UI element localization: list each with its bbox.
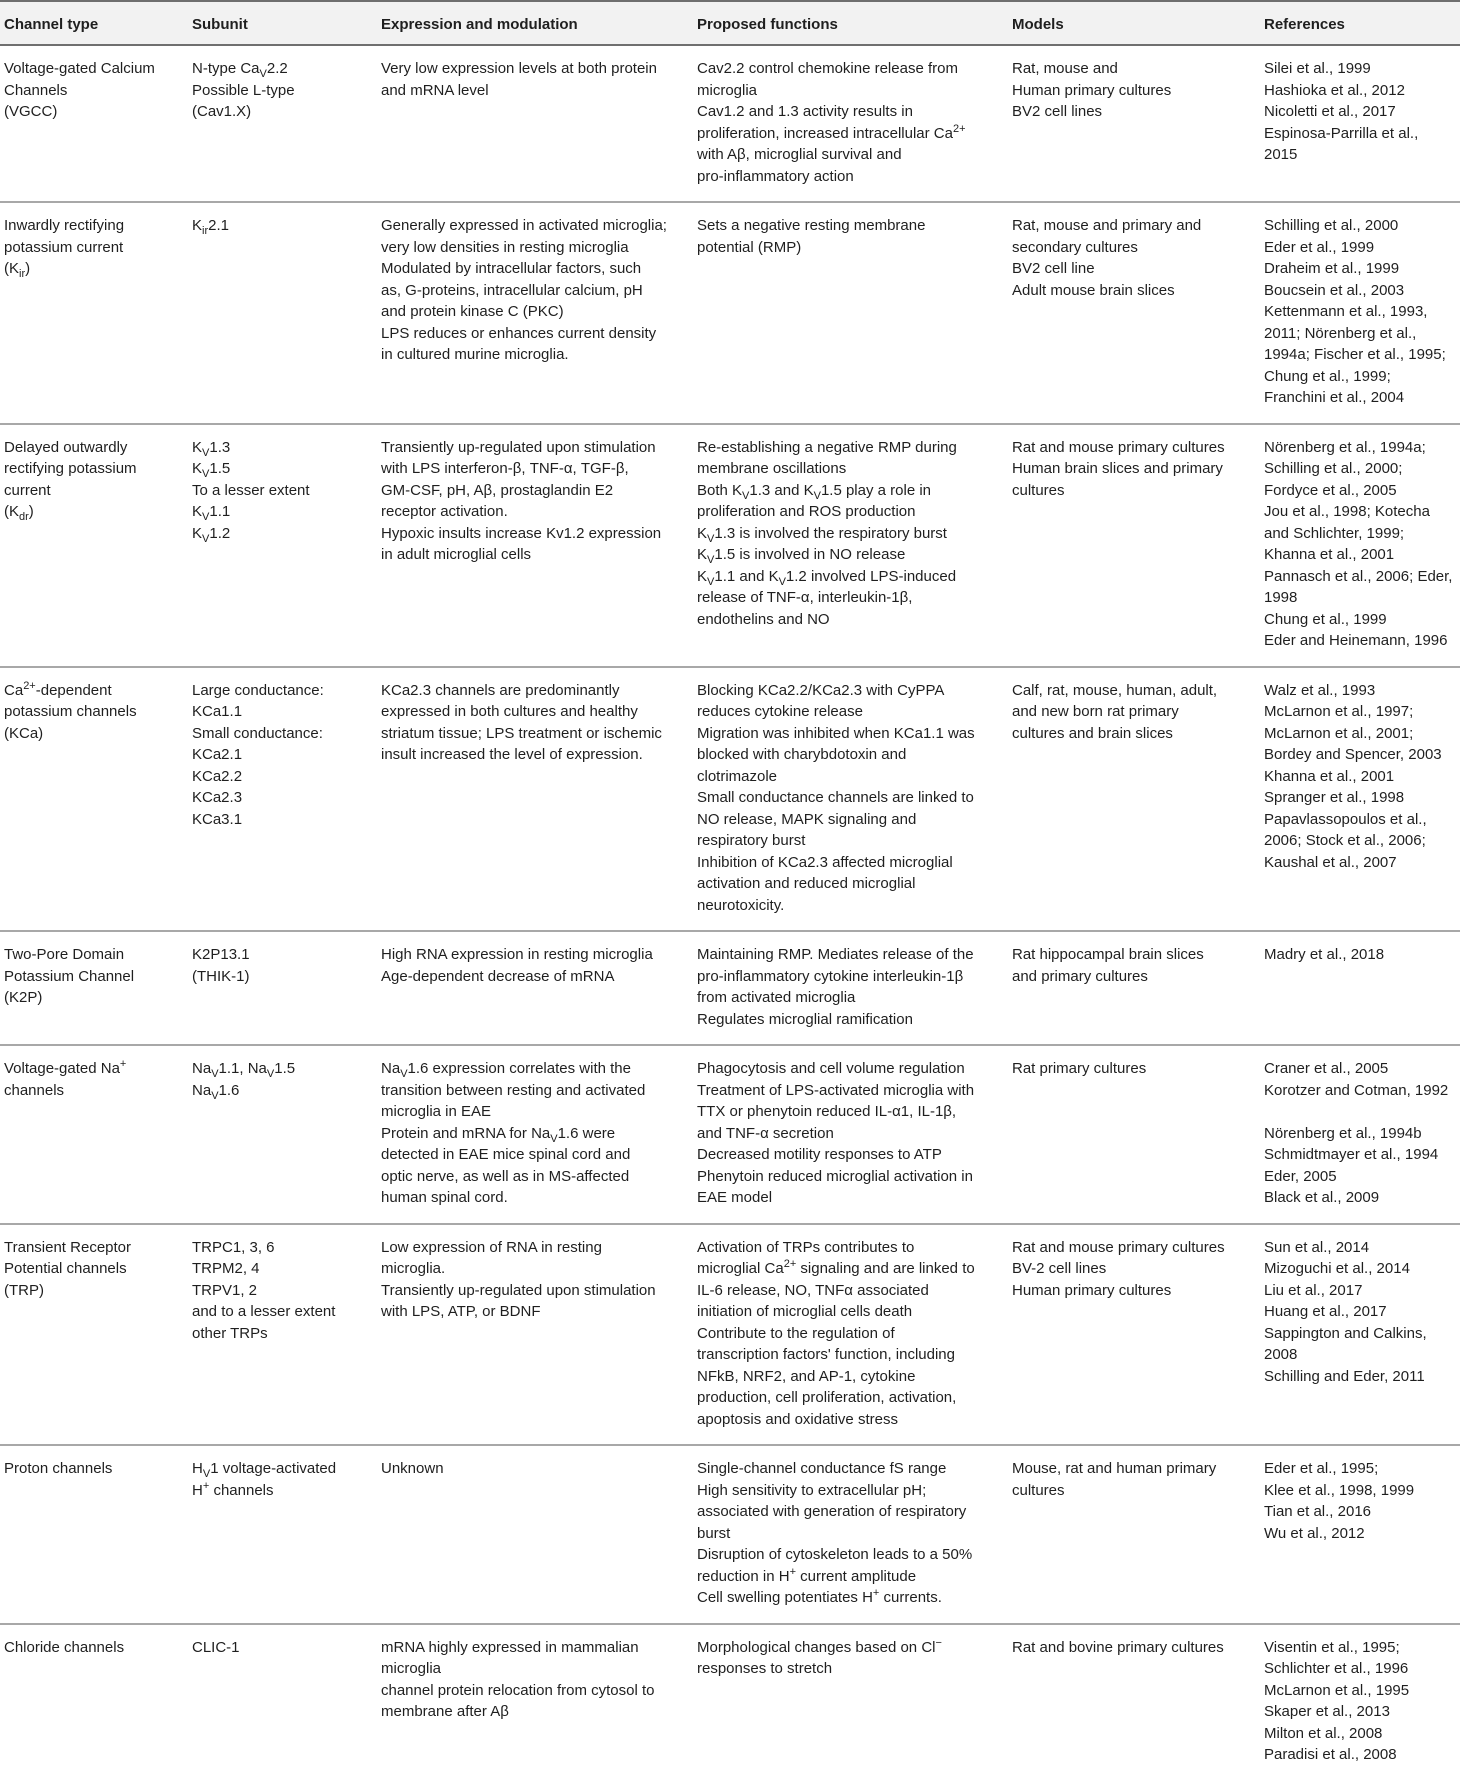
cell-line: (KCa) bbox=[4, 724, 44, 742]
cell-line: current bbox=[4, 481, 51, 499]
cell-line: with LPS, ATP, or BDNF bbox=[381, 1303, 541, 1320]
cell-line: High sensitivity to extracellular pH; bbox=[697, 1481, 927, 1499]
cell-line: and Schlichter, 1999; bbox=[1264, 524, 1405, 542]
cell-line: Cav2.2 control chemokine release from bbox=[697, 60, 958, 77]
cell-channel-type bbox=[0, 424, 188, 667]
cell-line: Calf, rat, mouse, human, adult, bbox=[1012, 681, 1218, 699]
cell-line: Nörenberg et al., 1994a; bbox=[1264, 438, 1426, 456]
cell-line: Voltage-gated Na+ bbox=[4, 1058, 127, 1077]
cell-line: Re-establishing a negative RMP during bbox=[697, 438, 957, 456]
cell-line: Silei et al., 1999 bbox=[1264, 60, 1371, 77]
cell-line: activation and reduced microglial bbox=[697, 875, 916, 892]
cell-expression bbox=[377, 931, 693, 1045]
cell-models bbox=[1008, 1624, 1260, 1780]
cell-line: Unknown bbox=[381, 1460, 444, 1477]
cell-line: Franchini et al., 2004 bbox=[1264, 389, 1405, 406]
cell-line: Chung et al., 1999; bbox=[1264, 367, 1391, 385]
cell-line: Transiently up-regulated upon stimulation bbox=[381, 438, 656, 456]
cell-line: potassium channels bbox=[4, 703, 137, 720]
cell-line: KCa3.1 bbox=[192, 810, 243, 828]
cell-line: proliferation and ROS production bbox=[697, 503, 916, 520]
cell-line: Nörenberg et al., 1994b bbox=[1264, 1124, 1422, 1142]
cell-line: Possible L-type bbox=[192, 81, 295, 99]
cell-line: Maintaining RMP. Mediates release of the bbox=[697, 946, 974, 963]
cell-line: potassium current bbox=[4, 238, 124, 256]
cell-line: $K_V1.1$ and $K_V1.2$ involved LPS-induced bbox=[697, 567, 957, 588]
cell-expression bbox=[377, 1045, 693, 1224]
cell-line: NFkB, NRF2, and AP-1, cytokine bbox=[697, 1367, 916, 1385]
cell-line: GM-CSF, pH, Aβ, prostaglandin E2 bbox=[381, 481, 614, 499]
cell-line: Khanna et al., 2001 bbox=[1264, 546, 1395, 563]
cell-line: Madry et al., 2018 bbox=[1264, 946, 1385, 963]
cell-models bbox=[1008, 667, 1260, 932]
cell-line: KCa2.3 bbox=[192, 789, 243, 806]
header-models: Models bbox=[1008, 1, 1260, 45]
cell-line: pro-inflammatory action bbox=[697, 167, 854, 185]
cell-line: Rat and mouse primary cultures bbox=[1012, 438, 1225, 456]
cell-line: Generally expressed in activated microglia; bbox=[381, 217, 667, 234]
cell-expression bbox=[377, 1445, 693, 1624]
cell-line: in adult microglial cells bbox=[381, 546, 532, 563]
cell-line: and primary cultures bbox=[1012, 967, 1148, 985]
cell-line: Draheim et al., 1999 bbox=[1264, 260, 1400, 277]
cell-line: H+ channels bbox=[192, 1479, 274, 1499]
cell-line: KCa1.1 bbox=[192, 703, 243, 720]
cell-line: Huang et al., 2017 bbox=[1264, 1303, 1387, 1320]
cell-line: Eder and Heinemann, 1996 bbox=[1264, 632, 1448, 649]
cell-line: Bordey and Spencer, 2003 bbox=[1264, 746, 1442, 763]
cell-line: Walz et al., 1993 bbox=[1264, 681, 1376, 699]
cell-line: with Aβ, microglial survival and bbox=[697, 146, 902, 163]
cell-line: Schlichter et al., 1996 bbox=[1264, 1660, 1409, 1677]
cell-line: TRPM2, 4 bbox=[192, 1260, 260, 1277]
cell-line: secondary cultures bbox=[1012, 238, 1138, 256]
cell-models bbox=[1008, 1224, 1260, 1446]
cell-line: Fordyce et al., 2005 bbox=[1264, 481, 1397, 499]
cell-line: Rat, mouse and primary and bbox=[1012, 217, 1202, 234]
cell-line: transition between resting and activated bbox=[381, 1081, 646, 1099]
cell-line: cultures and brain slices bbox=[1012, 724, 1173, 742]
cell-line: neurotoxicity. bbox=[697, 896, 785, 914]
cell-functions bbox=[693, 202, 1008, 424]
cell-models bbox=[1008, 45, 1260, 202]
cell-line: Cell swelling potentiates H+ currents. bbox=[697, 1587, 942, 1606]
cell-line: Decreased motility responses to ATP bbox=[697, 1146, 942, 1163]
cell-line: (VGCC) bbox=[4, 103, 58, 120]
cell-subunit bbox=[188, 1224, 377, 1446]
table-row bbox=[0, 1224, 1460, 1446]
cell-line: optic nerve, as well as in MS-affected bbox=[381, 1167, 630, 1185]
cell-line: Rat and bovine primary cultures bbox=[1012, 1638, 1224, 1656]
cell-line: potential (RMP) bbox=[697, 238, 802, 256]
cell-subunit bbox=[188, 45, 377, 202]
table-row bbox=[0, 1445, 1460, 1624]
cell-line: other TRPs bbox=[192, 1324, 268, 1342]
cell-line: Rat primary cultures bbox=[1012, 1060, 1147, 1077]
cell-line: Single-channel conductance fS range bbox=[697, 1460, 947, 1477]
cell-line: human spinal cord. bbox=[381, 1189, 508, 1206]
header-references: References bbox=[1260, 1, 1460, 45]
cell-line: very low densities in resting microglia bbox=[381, 238, 629, 256]
cell-line: $K_V1.3$ is involved the respiratory burst bbox=[697, 524, 947, 545]
cell-line: Schilling et al., 2000 bbox=[1264, 217, 1399, 234]
cell-line: Large conductance: bbox=[192, 681, 324, 699]
cell-line: clotrimazole bbox=[697, 767, 778, 785]
cell-line: Potential channels bbox=[4, 1260, 127, 1277]
cell-models bbox=[1008, 931, 1260, 1045]
cell-references bbox=[1260, 1624, 1460, 1780]
cell-subunit bbox=[188, 1624, 377, 1780]
cell-line: Treatment of LPS-activated microglia with bbox=[697, 1081, 975, 1099]
table-row bbox=[0, 931, 1460, 1045]
cell-line: transcription factors' function, including bbox=[697, 1346, 955, 1363]
cell-line: Two-Pore Domain bbox=[4, 946, 125, 963]
header-channel-type: Channel type bbox=[0, 1, 188, 45]
cell-line: initiation of microglial cells death bbox=[697, 1303, 913, 1320]
cell-line: mRNA highly expressed in mammalian bbox=[381, 1638, 639, 1656]
cell-functions bbox=[693, 931, 1008, 1045]
cell-line: KCa2.1 bbox=[192, 746, 243, 763]
cell-line: $K_V1.5$ is involved in NO release bbox=[697, 546, 906, 566]
cell-line: Blocking KCa2.2/KCa2.3 with CyPPA bbox=[697, 681, 945, 699]
cell-line: expressed in both cultures and healthy bbox=[381, 703, 638, 720]
cell-line: Korotzer and Cotman, 1992 bbox=[1264, 1081, 1449, 1099]
cell-line: 2011; Nörenberg et al., bbox=[1264, 324, 1417, 342]
cell-line: N-type $Ca_V2.2$ bbox=[192, 60, 288, 80]
cell-line: (K2P) bbox=[4, 989, 43, 1006]
cell-line: microglia. bbox=[381, 1260, 446, 1277]
cell-expression bbox=[377, 1624, 693, 1780]
cell-line: High RNA expression in resting microglia bbox=[381, 946, 653, 963]
cell-line: Klee et al., 1998, 1999 bbox=[1264, 1481, 1415, 1499]
cell-line: McLarnon et al., 1995 bbox=[1264, 1681, 1410, 1699]
header-expression: Expression and modulation bbox=[377, 1, 693, 45]
cell-line: Small conductance: bbox=[192, 724, 323, 742]
cell-line: Rat hippocampal brain slices bbox=[1012, 946, 1204, 963]
cell-line: Eder et al., 1999 bbox=[1264, 238, 1375, 256]
cell-channel-type bbox=[0, 45, 188, 202]
cell-line: Chung et al., 1999 bbox=[1264, 610, 1387, 628]
cell-line: cultures bbox=[1012, 1481, 1065, 1499]
cell-line: and to a lesser extent bbox=[192, 1303, 336, 1320]
cell-line: insult increased the level of expression. bbox=[381, 746, 643, 763]
cell-line: Delayed outwardly bbox=[4, 438, 128, 456]
cell-expression bbox=[377, 202, 693, 424]
cell-line: Voltage-gated Calcium bbox=[4, 60, 155, 77]
cell-line: $K_V1.2$ bbox=[192, 524, 231, 545]
cell-channel-type bbox=[0, 1445, 188, 1624]
cell-line: Rat, mouse and bbox=[1012, 60, 1118, 77]
table-row bbox=[0, 424, 1460, 667]
cell-line: microglia bbox=[381, 1660, 442, 1677]
cell-line: 2008 bbox=[1264, 1346, 1298, 1363]
cell-line: $(K_{ir})$ bbox=[4, 260, 31, 280]
cell-line: Mizoguchi et al., 2014 bbox=[1264, 1260, 1410, 1277]
cell-line bbox=[1264, 1101, 1454, 1123]
cell-line: (Cav1.X) bbox=[192, 103, 252, 120]
cell-line: K2P13.1 bbox=[192, 946, 250, 963]
cell-line: BV2 cell line bbox=[1012, 260, 1095, 277]
cell-line: (THIK-1) bbox=[192, 967, 250, 985]
cell-line: Craner et al., 2005 bbox=[1264, 1060, 1389, 1077]
cell-line: Age-dependent decrease of mRNA bbox=[381, 967, 615, 985]
cell-references bbox=[1260, 424, 1460, 667]
cell-line: Protein and mRNA for $Na_V1.6$ were bbox=[381, 1124, 616, 1145]
cell-expression bbox=[377, 424, 693, 667]
table-row bbox=[0, 1045, 1460, 1224]
cell-line: Hypoxic insults increase Kv1.2 expression bbox=[381, 524, 662, 542]
cell-line: Milton et al., 2008 bbox=[1264, 1724, 1383, 1742]
header-subunit: Subunit bbox=[188, 1, 377, 45]
cell-functions bbox=[693, 1624, 1008, 1780]
cell-references bbox=[1260, 1445, 1460, 1624]
cell-subunit bbox=[188, 667, 377, 932]
cell-subunit bbox=[188, 202, 377, 424]
cell-models bbox=[1008, 202, 1260, 424]
cell-line: blocked with charybdotoxin and bbox=[697, 746, 907, 763]
cell-line: Nicoletti et al., 2017 bbox=[1264, 103, 1396, 120]
cell-line: Schilling and Eder, 2011 bbox=[1264, 1367, 1425, 1385]
cell-line: Mouse, rat and human primary bbox=[1012, 1460, 1217, 1477]
cell-line: Visentin et al., 1995; bbox=[1264, 1638, 1400, 1656]
cell-line: microglia in EAE bbox=[381, 1103, 492, 1120]
cell-line: Cav1.2 and 1.3 activity results in bbox=[697, 103, 913, 120]
cell-line: Human primary cultures bbox=[1012, 1281, 1172, 1299]
cell-line: Migration was inhibited when KCa1.1 was bbox=[697, 724, 975, 742]
cell-line: Transient Receptor bbox=[4, 1238, 132, 1256]
cell-line: CLIC-1 bbox=[192, 1638, 240, 1656]
cell-line: Skaper et al., 2013 bbox=[1264, 1703, 1390, 1720]
cell-expression bbox=[377, 1224, 693, 1446]
cell-references bbox=[1260, 1224, 1460, 1446]
cell-line: $Na_V1.1$, $Na_V1.5$ bbox=[192, 1060, 296, 1080]
cell-line: detected in EAE mice spinal cord and bbox=[381, 1146, 631, 1163]
cell-line: pro-inflammatory cytokine interleukin-1β bbox=[697, 967, 964, 985]
header-functions: Proposed functions bbox=[693, 1, 1008, 45]
cell-line: Modulated by intracellular factors, such bbox=[381, 260, 642, 277]
cell-line: $K_{ir}2.1$ bbox=[192, 217, 229, 237]
cell-references bbox=[1260, 45, 1460, 202]
table-row bbox=[0, 1624, 1460, 1780]
cell-line: $Na_V1.6$ bbox=[192, 1081, 240, 1102]
cell-line: striatum tissue; LPS treatment or ischemic bbox=[381, 724, 662, 742]
cell-line: Transiently up-regulated upon stimulation bbox=[381, 1281, 656, 1299]
cell-line: with LPS interferon-β, TNF-α, TGF-β, bbox=[381, 460, 629, 477]
cell-line: 1994a; Fischer et al., 1995; bbox=[1264, 346, 1446, 363]
cell-line: Human brain slices and primary bbox=[1012, 460, 1223, 477]
cell-line: $Ca^{2+}$-dependent bbox=[4, 679, 112, 699]
cell-line: membrane after Aβ bbox=[381, 1703, 509, 1720]
cell-line: Kettenmann et al., 1993, bbox=[1264, 303, 1428, 320]
cell-line: reduction in H+ current amplitude bbox=[697, 1565, 917, 1585]
cell-subunit bbox=[188, 1045, 377, 1224]
cell-line: McLarnon et al., 2001; bbox=[1264, 724, 1414, 742]
cell-line: in cultured murine microglia. bbox=[381, 346, 569, 363]
cell-line: $K_V1.1$ bbox=[192, 503, 231, 523]
cell-line: To a lesser extent bbox=[192, 481, 310, 499]
cell-line: Liu et al., 2017 bbox=[1264, 1281, 1363, 1299]
cell-line: Low expression of RNA in resting bbox=[381, 1238, 602, 1256]
cell-line: from activated microglia bbox=[697, 989, 856, 1006]
cell-line: and TNF-α secretion bbox=[697, 1124, 834, 1142]
table-body bbox=[0, 45, 1460, 1780]
cell-models bbox=[1008, 1045, 1260, 1224]
cell-line: reduces cytokine release bbox=[697, 703, 863, 720]
cell-line: cultures bbox=[1012, 481, 1065, 499]
cell-line: Phagocytosis and cell volume regulation bbox=[697, 1060, 965, 1077]
cell-line: Sets a negative resting membrane bbox=[697, 217, 926, 234]
cell-line: Papavlassopoulos et al., bbox=[1264, 810, 1427, 828]
cell-subunit bbox=[188, 1445, 377, 1624]
cell-line: NO release, MAPK signaling and bbox=[697, 810, 917, 828]
cell-line: Khanna et al., 2001 bbox=[1264, 767, 1395, 785]
cell-channel-type bbox=[0, 1224, 188, 1446]
cell-line: Espinosa-Parrilla et al., 2015 bbox=[1264, 124, 1419, 163]
cell-line: Tian et al., 2016 bbox=[1264, 1503, 1372, 1520]
cell-references bbox=[1260, 1045, 1460, 1224]
table-header bbox=[0, 1, 1460, 45]
cell-line: channels bbox=[4, 1081, 65, 1099]
cell-line: $Na_V1.6$ expression correlates with the bbox=[381, 1060, 631, 1080]
cell-line: Black et al., 2009 bbox=[1264, 1189, 1380, 1206]
cell-channel-type bbox=[0, 667, 188, 932]
cell-line: $(K_{dr})$ bbox=[4, 503, 34, 523]
cell-line: IL-6 release, NO, TNFα associated bbox=[697, 1281, 929, 1299]
cell-line: Kaushal et al., 2007 bbox=[1264, 853, 1397, 871]
cell-line: endothelins and NO bbox=[697, 610, 830, 628]
cell-line: TRPV1, 2 bbox=[192, 1281, 258, 1299]
cell-line: Contribute to the regulation of bbox=[697, 1324, 895, 1342]
cell-line: Jou et al., 1998; Kotecha bbox=[1264, 503, 1430, 520]
cell-line: Schilling et al., 2000; bbox=[1264, 460, 1403, 477]
cell-functions bbox=[693, 667, 1008, 932]
cell-line: Small conductance channels are linked to bbox=[697, 789, 974, 806]
cell-line: associated with generation of respiratory bbox=[697, 1503, 967, 1520]
cell-models bbox=[1008, 424, 1260, 667]
cell-models bbox=[1008, 1445, 1260, 1624]
cell-functions bbox=[693, 1445, 1008, 1624]
cell-line: microglial $Ca^{2+}$ signaling and are linked to bbox=[697, 1258, 975, 1277]
cell-line: Boucsein et al., 2003 bbox=[1264, 281, 1405, 299]
cell-line: and protein kinase C (PKC) bbox=[381, 303, 564, 320]
cell-line: LPS reduces or enhances current density bbox=[381, 324, 657, 342]
cell-line: Phenytoin reduced microglial activation in bbox=[697, 1167, 973, 1185]
cell-line: burst bbox=[697, 1524, 731, 1542]
cell-line: Rat and mouse primary cultures bbox=[1012, 1238, 1225, 1256]
cell-line: Human primary cultures bbox=[1012, 81, 1172, 99]
table-row bbox=[0, 202, 1460, 424]
cell-line: Potassium Channel bbox=[4, 967, 135, 985]
cell-line: $H_V1$ voltage-activated bbox=[192, 1460, 337, 1480]
cell-line: responses to stretch bbox=[697, 1660, 833, 1677]
cell-line: Sappington and Calkins, bbox=[1264, 1324, 1427, 1342]
header-row bbox=[0, 1, 1460, 45]
cell-line: 2006; Stock et al., 2006; bbox=[1264, 832, 1426, 849]
cell-expression bbox=[377, 45, 693, 202]
cell-channel-type bbox=[0, 931, 188, 1045]
cell-references bbox=[1260, 202, 1460, 424]
cell-line: Eder, 2005 bbox=[1264, 1167, 1337, 1185]
cell-line: TTX or phenytoin reduced IL-α1, IL-1β, bbox=[697, 1103, 957, 1120]
cell-line: Pannasch et al., 2006; Eder, bbox=[1264, 567, 1453, 585]
cell-line: apoptosis and oxidative stress bbox=[697, 1410, 898, 1428]
cell-line: $K_V1.3$ bbox=[192, 438, 231, 459]
cell-line: EAE model bbox=[697, 1189, 773, 1206]
cell-line: as, G-proteins, intracellular calcium, pH bbox=[381, 281, 643, 299]
cell-line: proliferation, increased intracellular $Ca^{2+}$ bbox=[697, 122, 966, 142]
table-row bbox=[0, 45, 1460, 202]
cell-line: microglia bbox=[697, 81, 758, 99]
cell-subunit bbox=[188, 931, 377, 1045]
cell-line: respiratory burst bbox=[697, 832, 806, 849]
cell-line: Regulates microglial ramification bbox=[697, 1010, 913, 1028]
cell-references bbox=[1260, 667, 1460, 932]
cell-line: channel protein relocation from cytosol to bbox=[381, 1681, 655, 1699]
cell-line: TRPC1, 3, 6 bbox=[192, 1238, 275, 1256]
cell-line: Disruption of cytoskeleton leads to a 50% bbox=[697, 1546, 973, 1563]
cell-line: (TRP) bbox=[4, 1281, 44, 1299]
cell-channel-type bbox=[0, 1624, 188, 1780]
cell-line: Proton channels bbox=[4, 1460, 113, 1477]
cell-references bbox=[1260, 931, 1460, 1045]
cell-line: receptor activation. bbox=[381, 503, 508, 520]
cell-line: McLarnon et al., 1997; bbox=[1264, 703, 1414, 720]
cell-channel-type bbox=[0, 1045, 188, 1224]
cell-line: Eder et al., 1995; bbox=[1264, 1460, 1379, 1477]
cell-channel-type bbox=[0, 202, 188, 424]
cell-line: rectifying potassium bbox=[4, 460, 137, 477]
cell-functions bbox=[693, 1224, 1008, 1446]
cell-line: KCa2.2 bbox=[192, 767, 243, 785]
cell-line: Very low expression levels at both protein bbox=[381, 60, 657, 77]
cell-expression bbox=[377, 667, 693, 932]
cell-line: and mRNA level bbox=[381, 81, 489, 99]
cell-line: Inwardly rectifying bbox=[4, 217, 125, 234]
cell-line: and new born rat primary bbox=[1012, 703, 1179, 720]
cell-line: $K_V1.5$ bbox=[192, 460, 231, 480]
cell-line: Chloride channels bbox=[4, 1638, 125, 1656]
cell-line: 1998 bbox=[1264, 589, 1298, 606]
cell-line: production, cell proliferation, activation, bbox=[697, 1389, 957, 1406]
cell-line: BV2 cell lines bbox=[1012, 103, 1103, 120]
cell-line: Activation of TRPs contributes to bbox=[697, 1238, 915, 1256]
cell-line: release of TNF-α, interleukin-1β, bbox=[697, 589, 913, 606]
cell-line: Wu et al., 2012 bbox=[1264, 1524, 1365, 1542]
cell-line: Channels bbox=[4, 81, 68, 99]
cell-line: Hashioka et al., 2012 bbox=[1264, 81, 1405, 99]
cell-functions bbox=[693, 424, 1008, 667]
cell-line: membrane oscillations bbox=[697, 460, 847, 477]
cell-functions bbox=[693, 1045, 1008, 1224]
cell-line: Sun et al., 2014 bbox=[1264, 1238, 1370, 1256]
cell-line: Schmidtmayer et al., 1994 bbox=[1264, 1146, 1439, 1163]
cell-line: Spranger et al., 1998 bbox=[1264, 789, 1405, 806]
table-row bbox=[0, 667, 1460, 932]
cell-functions bbox=[693, 45, 1008, 202]
cell-line: Paradisi et al., 2008 bbox=[1264, 1746, 1397, 1763]
cell-line: Morphological changes based on Cl− bbox=[697, 1636, 942, 1656]
cell-line: Adult mouse brain slices bbox=[1012, 281, 1175, 299]
cell-line: BV-2 cell lines bbox=[1012, 1260, 1107, 1277]
cell-subunit bbox=[188, 424, 377, 667]
cell-line: KCa2.3 channels are predominantly bbox=[381, 681, 620, 699]
cell-line: Both $K_V1.3$ and $K_V1.5$ play a role in bbox=[697, 481, 932, 502]
cell-line: Inhibition of KCa2.3 affected microglial bbox=[697, 853, 953, 871]
